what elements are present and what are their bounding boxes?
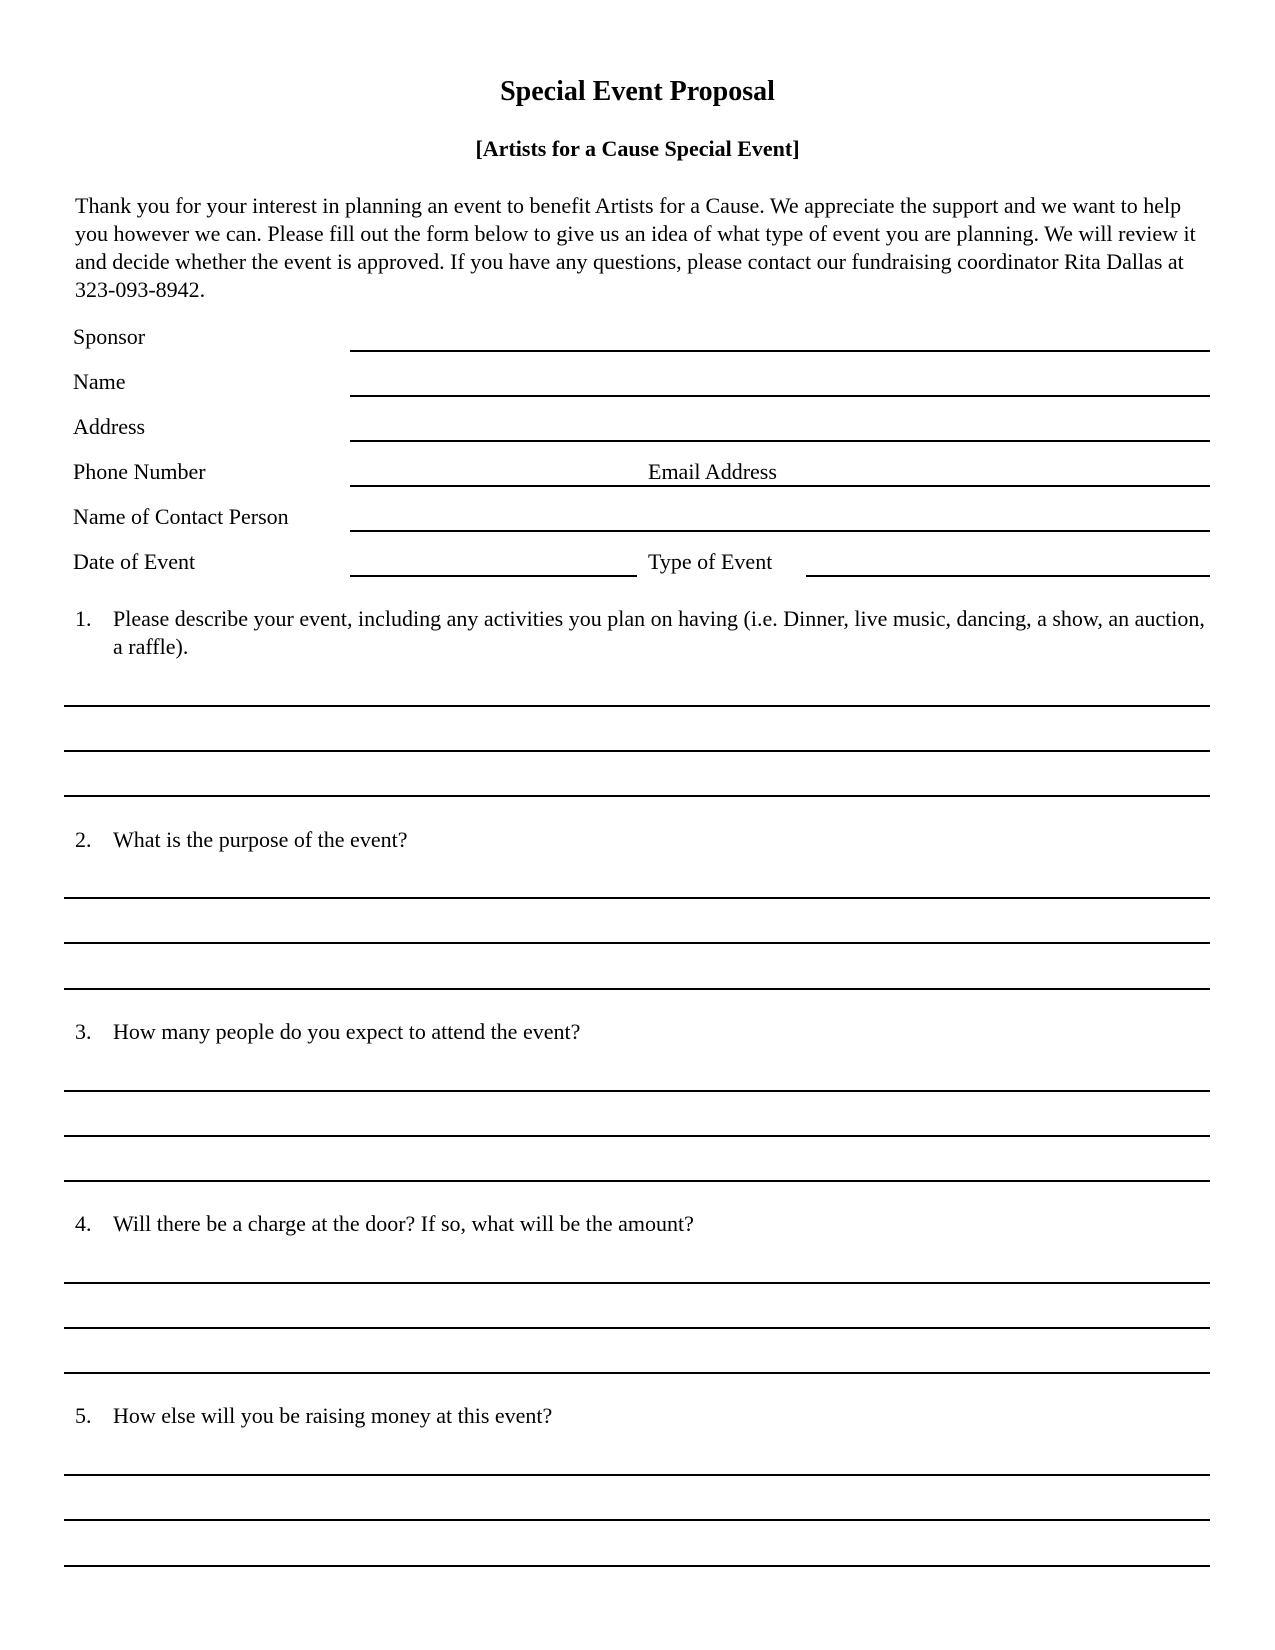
answer-line[interactable] — [64, 795, 1210, 797]
question-number: 3. — [75, 1019, 92, 1044]
answer-line[interactable] — [64, 1282, 1210, 1284]
question-text: Please describe your event, including any activities you plan on having (i.e. Dinner, live music, dancing, a show, an auction, a raffle). — [113, 606, 1205, 659]
address-line[interactable] — [350, 440, 1210, 442]
question-text: Will there be a charge at the door? If so, what will be the amount? — [113, 1211, 694, 1236]
question-text: What is the purpose of the event? — [113, 827, 408, 852]
question-5 — [75, 1402, 1205, 1430]
question-1 — [75, 605, 1205, 661]
question-2 — [75, 826, 1205, 854]
page-subtitle: [Artists for a Cause Special Event] — [475, 136, 800, 161]
date-line[interactable] — [350, 575, 637, 577]
phone-email-line[interactable] — [350, 485, 1210, 487]
answer-line[interactable] — [64, 1372, 1210, 1374]
answer-line[interactable] — [64, 1327, 1210, 1329]
phone-label: Phone Number — [73, 459, 206, 484]
sponsor-line[interactable] — [350, 350, 1210, 352]
question-number: 4. — [75, 1211, 92, 1236]
answer-line[interactable] — [64, 897, 1210, 899]
question-4 — [75, 1210, 1205, 1238]
answer-line[interactable] — [64, 705, 1210, 707]
answer-line[interactable] — [64, 1180, 1210, 1182]
name-label: Name — [73, 369, 126, 394]
answer-line[interactable] — [64, 988, 1210, 990]
answer-line[interactable] — [64, 750, 1210, 752]
answer-line[interactable] — [64, 1565, 1210, 1567]
event-type-label: Type of Event — [648, 549, 773, 574]
contact-person-label: Name of Contact Person — [73, 504, 289, 529]
question-number: 2. — [75, 827, 92, 852]
address-label: Address — [73, 414, 146, 439]
sponsor-label: Sponsor — [73, 324, 146, 349]
page-title: Special Event Proposal — [500, 76, 775, 107]
answer-line[interactable] — [64, 1474, 1210, 1476]
date-label: Date of Event — [73, 549, 196, 574]
question-number: 5. — [75, 1403, 92, 1428]
question-text: How many people do you expect to attend the event? — [113, 1019, 581, 1044]
answer-line[interactable] — [64, 1090, 1210, 1092]
question-text: How else will you be raising money at this event? — [113, 1403, 553, 1428]
contact-person-line[interactable] — [350, 530, 1210, 532]
question-number: 1. — [75, 606, 92, 631]
answer-line[interactable] — [64, 1519, 1210, 1521]
question-3 — [75, 1018, 1205, 1046]
email-label: Email Address — [648, 459, 777, 484]
event-type-line[interactable] — [806, 575, 1210, 577]
intro-paragraph: Thank you for your interest in planning an event to benefit Artists for a Cause. We appreciate the support and we want to help you however we can. Please fill out the form below to give us an idea of what type of event you are planning. We will review it and decide whether the event is approved. If you have any questions, please contact our fundraising coordinator Rita Dallas at 323-093-8942. — [75, 193, 1196, 302]
answer-line[interactable] — [64, 1135, 1210, 1137]
answer-line[interactable] — [64, 942, 1210, 944]
name-line[interactable] — [350, 395, 1210, 397]
